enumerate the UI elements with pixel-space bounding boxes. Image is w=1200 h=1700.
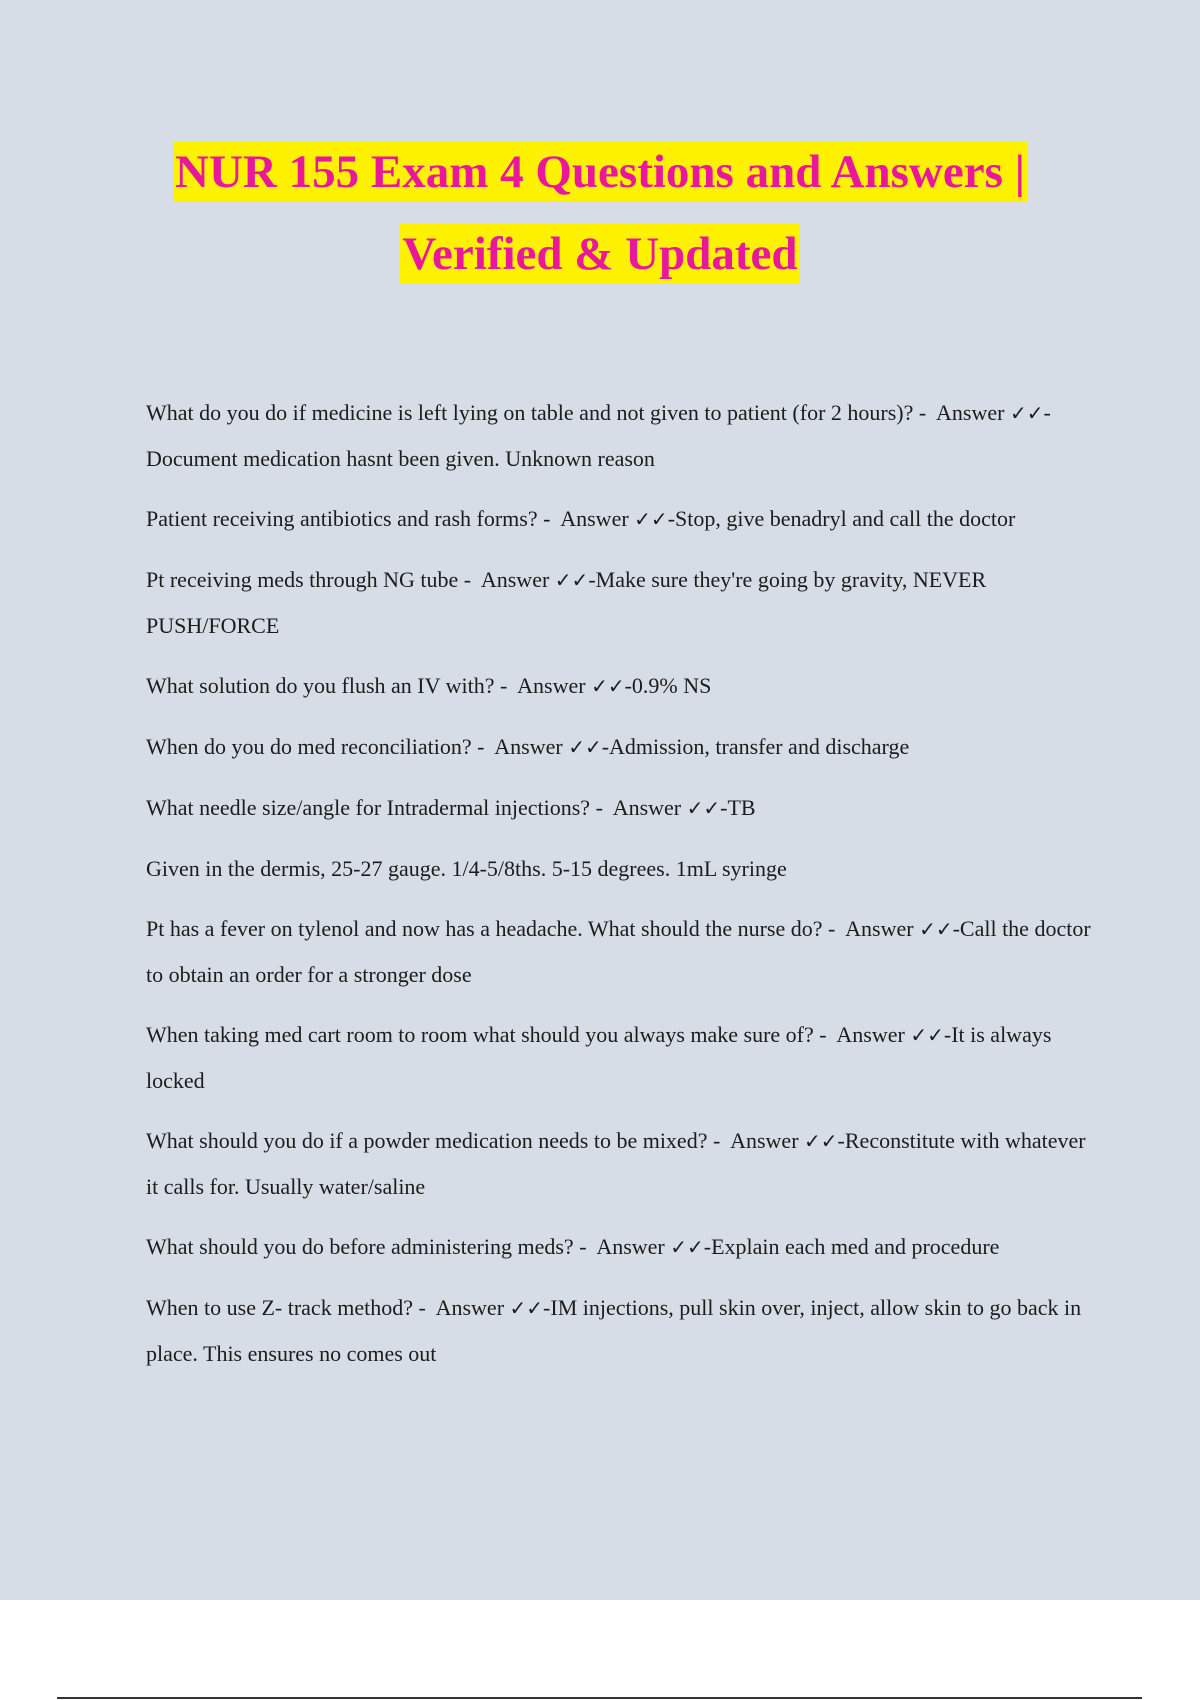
- double-check-icon: ✓✓: [910, 1023, 944, 1047]
- answer-label: Answer: [596, 1234, 665, 1259]
- footer-divider: [57, 1697, 1142, 1699]
- qa-item: What do you do if medicine is left lying on table and not given to patient (for 2 hours)? - Answer ✓✓-Document medication hasnt been given. Unknown reason: [146, 400, 1051, 471]
- qa-item: When taking med cart room to room what should you always make sure of? - Answer ✓✓-It is always locked: [146, 1022, 1052, 1093]
- document-title: [0, 142, 1200, 284]
- qa-item: Pt has a fever on tylenol and now has a headache. What should the nurse do? - Answer ✓✓-Call the doctor to obtain an order for a stronger dose: [146, 916, 1091, 987]
- question-text: When taking med cart room to room what should you always make sure of?: [146, 1022, 814, 1047]
- question-text: When to use Z- track method?: [146, 1295, 413, 1320]
- double-check-icon: ✓✓: [804, 1129, 838, 1153]
- double-check-icon: ✓✓: [509, 1296, 544, 1320]
- double-check-icon: ✓✓: [686, 796, 721, 820]
- answer-label: Answer: [612, 795, 682, 820]
- note-text: Given in the dermis, 25-27 gauge. 1/4-5/8ths. 5-15 degrees. 1mL syringe: [146, 856, 787, 881]
- question-text: What do you do if medicine is left lying on table and not given to patient (for 2 hours)?: [146, 400, 914, 425]
- answer-text: It is always locked: [146, 1022, 1052, 1093]
- double-check-icon: ✓✓: [919, 917, 953, 941]
- qa-item: Patient receiving antibiotics and rash forms? - Answer ✓✓-Stop, give benadryl and call the doctor: [146, 506, 1016, 531]
- answer-text: Make sure they're going by gravity, NEVER PUSH/FORCE: [146, 567, 987, 638]
- answer-label: Answer: [517, 673, 586, 698]
- qa-item: When to use Z- track method? - Answer ✓✓-IM injections, pull skin over, inject, allow skin to go back in place. This ensures no comes out: [146, 1295, 1082, 1366]
- double-check-icon: ✓✓: [670, 1235, 704, 1259]
- answer-label: Answer: [936, 400, 1005, 425]
- question-text: What should you do before administering meds?: [146, 1234, 574, 1259]
- question-text: What solution do you flush an IV with?: [146, 673, 495, 698]
- answer-text: TB: [727, 795, 756, 820]
- qa-item: Pt receiving meds through NG tube - Answer ✓✓-Make sure they're going by gravity, NEVER PUSH/FORCE: [146, 567, 987, 638]
- question-text: Patient receiving antibiotics and rash forms?: [146, 506, 538, 531]
- answer-label: Answer: [560, 506, 629, 531]
- answer-label: Answer: [494, 734, 563, 759]
- answer-text: IM injections, pull skin over, inject, allow skin to go back in place. This ensures no comes out: [146, 1295, 1082, 1366]
- answer-label: Answer: [845, 916, 914, 941]
- answer-label: Answer: [730, 1128, 799, 1153]
- qa-note: [146, 846, 1091, 891]
- answer-text: Explain each med and procedure: [711, 1234, 1000, 1259]
- double-check-icon: ✓✓: [1009, 401, 1044, 425]
- double-check-icon: ✓✓: [554, 568, 589, 592]
- qa-item: What should you do if a powder medication needs to be mixed? - Answer ✓✓-Reconstitute with whatever it calls for. Usually water/saline: [146, 1128, 1086, 1199]
- qa-item: What needle size/angle for Intradermal injections? - Answer ✓✓-TB: [146, 795, 756, 820]
- double-check-icon: ✓✓: [591, 674, 625, 698]
- double-check-icon: ✓✓: [634, 507, 668, 531]
- answer-text: Stop, give benadryl and call the doctor: [675, 506, 1016, 531]
- answer-text: Reconstitute with whatever it calls for. Usually water/saline: [146, 1128, 1086, 1199]
- answer-label: Answer: [435, 1295, 505, 1320]
- qa-item: When do you do med reconciliation? - Answer ✓✓-Admission, transfer and discharge: [146, 734, 910, 759]
- qa-list: [146, 390, 1091, 1391]
- answer-label: Answer: [836, 1022, 905, 1047]
- double-check-icon: ✓✓: [568, 735, 602, 759]
- answer-text: Admission, transfer and discharge: [609, 734, 910, 759]
- answer-text: 0.9% NS: [631, 673, 712, 698]
- answer-text: Document medication hasnt been given. Unknown reason: [146, 446, 655, 471]
- answer-label: Answer: [480, 567, 550, 592]
- question-text: What should you do if a powder medication needs to be mixed?: [146, 1128, 708, 1153]
- question-text: What needle size/angle for Intradermal injections?: [146, 795, 591, 820]
- answer-text: Call the doctor to obtain an order for a stronger dose: [146, 916, 1091, 987]
- question-text: When do you do med reconciliation?: [146, 734, 472, 759]
- qa-item: What should you do before administering meds? - Answer ✓✓-Explain each med and procedure: [146, 1234, 1000, 1259]
- question-text: Pt has a fever on tylenol and now has a headache. What should the nurse do?: [146, 916, 823, 941]
- title-line-1: NUR 155 Exam 4 Questions and Answers |: [173, 142, 1027, 202]
- question-text: Pt receiving meds through NG tube: [146, 567, 459, 592]
- qa-item: What solution do you flush an IV with? - Answer ✓✓-0.9% NS: [146, 673, 712, 698]
- title-line-2: Verified & Updated: [400, 224, 799, 284]
